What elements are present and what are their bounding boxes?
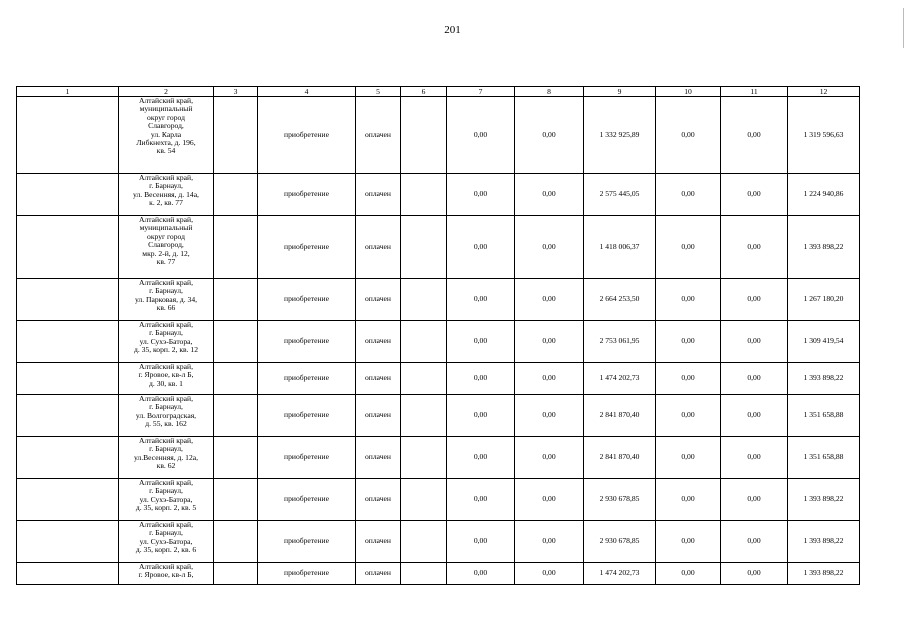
amount-col8: 0,00 [515,97,584,174]
amount-col12: 1 224 940,86 [788,174,860,216]
amount-col12: 1 393 898,22 [788,521,860,563]
payment-status-cell: оплачен [356,437,401,479]
acquisition-type-cell: приобретение [258,395,356,437]
amount-col12: 1 309 419,54 [788,321,860,363]
registry-table [16,86,860,585]
table-row [17,279,860,321]
address-cell: Алтайский край, г. Барнаул, ул. Волгоградская, д. 55, кв. 162 [119,395,214,437]
cell-col3 [214,563,258,585]
amount-col11: 0,00 [721,563,788,585]
amount-col7: 0,00 [447,395,515,437]
column-header: 5 [356,87,401,97]
cell-col6 [401,97,447,174]
acquisition-type-cell: приобретение [258,437,356,479]
amount-col7: 0,00 [447,521,515,563]
amount-col9: 2 664 253,50 [584,279,656,321]
column-header: 9 [584,87,656,97]
amount-col12: 1 393 898,22 [788,563,860,585]
cell-col6 [401,395,447,437]
table-row [17,216,860,279]
amount-col11: 0,00 [721,216,788,279]
column-header: 8 [515,87,584,97]
amount-col11: 0,00 [721,174,788,216]
cell-col3 [214,363,258,395]
amount-col8: 0,00 [515,395,584,437]
address-cell: Алтайский край, г. Барнаул, ул. Сухэ-Батора, д. 35, корп. 2, кв. 5 [119,479,214,521]
payment-status-cell: оплачен [356,321,401,363]
acquisition-type-cell: приобретение [258,97,356,174]
table-row [17,521,860,563]
payment-status-cell: оплачен [356,395,401,437]
amount-col11: 0,00 [721,521,788,563]
amount-col7: 0,00 [447,216,515,279]
page-edge-mark [903,8,904,48]
table-row [17,563,860,585]
column-header: 11 [721,87,788,97]
amount-col10: 0,00 [656,479,721,521]
table-row [17,479,860,521]
payment-status-cell: оплачен [356,97,401,174]
cell-col6 [401,479,447,521]
address-cell: Алтайский край, г. Барнаул, ул.Весенняя, д. 12а, кв. 62 [119,437,214,479]
amount-col12: 1 393 898,22 [788,216,860,279]
cell-col3 [214,174,258,216]
cell-col1 [17,174,119,216]
amount-col11: 0,00 [721,279,788,321]
amount-col8: 0,00 [515,279,584,321]
cell-col3 [214,479,258,521]
table-row [17,174,860,216]
address-cell: Алтайский край, г. Барнаул, ул. Парковая, д. 34, кв. 66 [119,279,214,321]
amount-col12: 1 319 596,63 [788,97,860,174]
payment-status-cell: оплачен [356,216,401,279]
address-cell: Алтайский край, г. Барнаул, ул. Сухэ-Батора, д. 35, корп. 2, кв. 6 [119,521,214,563]
cell-col6 [401,563,447,585]
column-number-row [17,87,860,97]
amount-col7: 0,00 [447,321,515,363]
address-cell: Алтайский край, муниципальный округ город Славгород, ул. Карла Либкнехта, д. 196, кв. 54 [119,97,214,174]
amount-col7: 0,00 [447,279,515,321]
cell-col1 [17,321,119,363]
acquisition-type-cell: приобретение [258,521,356,563]
column-header: 4 [258,87,356,97]
amount-col7: 0,00 [447,479,515,521]
column-header: 6 [401,87,447,97]
cell-col6 [401,279,447,321]
column-header: 7 [447,87,515,97]
amount-col10: 0,00 [656,563,721,585]
amount-col10: 0,00 [656,279,721,321]
amount-col10: 0,00 [656,216,721,279]
amount-col11: 0,00 [721,395,788,437]
cell-col1 [17,279,119,321]
cell-col6 [401,321,447,363]
cell-col1 [17,97,119,174]
cell-col6 [401,216,447,279]
address-cell: Алтайский край, г. Яровое, кв-л Б, [119,563,214,585]
cell-col6 [401,363,447,395]
amount-col7: 0,00 [447,363,515,395]
cell-col3 [214,279,258,321]
amount-col8: 0,00 [515,363,584,395]
amount-col9: 1 474 202,73 [584,363,656,395]
cell-col1 [17,395,119,437]
amount-col11: 0,00 [721,437,788,479]
payment-status-cell: оплачен [356,521,401,563]
cell-col1 [17,363,119,395]
acquisition-type-cell: приобретение [258,479,356,521]
amount-col11: 0,00 [721,363,788,395]
amount-col7: 0,00 [447,174,515,216]
amount-col9: 1 474 202,73 [584,563,656,585]
amount-col12: 1 351 658,88 [788,395,860,437]
table-row [17,437,860,479]
amount-col11: 0,00 [721,479,788,521]
cell-col3 [214,216,258,279]
amount-col11: 0,00 [721,321,788,363]
cell-col1 [17,437,119,479]
payment-status-cell: оплачен [356,174,401,216]
acquisition-type-cell: приобретение [258,216,356,279]
table-row [17,395,860,437]
amount-col10: 0,00 [656,437,721,479]
acquisition-type-cell: приобретение [258,363,356,395]
amount-col9: 2 753 061,95 [584,321,656,363]
column-header: 2 [119,87,214,97]
column-header: 10 [656,87,721,97]
table-row [17,321,860,363]
column-header: 1 [17,87,119,97]
cell-col1 [17,563,119,585]
amount-col12: 1 351 658,88 [788,437,860,479]
amount-col12: 1 393 898,22 [788,363,860,395]
amount-col7: 0,00 [447,563,515,585]
acquisition-type-cell: приобретение [258,174,356,216]
payment-status-cell: оплачен [356,479,401,521]
acquisition-type-cell: приобретение [258,563,356,585]
amount-col10: 0,00 [656,363,721,395]
cell-col3 [214,437,258,479]
payment-status-cell: оплачен [356,279,401,321]
amount-col8: 0,00 [515,216,584,279]
amount-col9: 2 930 678,85 [584,479,656,521]
cell-col1 [17,216,119,279]
address-cell: Алтайский край, муниципальный округ город Славгород, мкр. 2-й, д. 12, кв. 77 [119,216,214,279]
cell-col3 [214,521,258,563]
payment-status-cell: оплачен [356,363,401,395]
table-row [17,363,860,395]
cell-col6 [401,437,447,479]
amount-col7: 0,00 [447,97,515,174]
amount-col12: 1 267 180,20 [788,279,860,321]
amount-col9: 1 332 925,89 [584,97,656,174]
payment-status-cell: оплачен [356,563,401,585]
amount-col8: 0,00 [515,321,584,363]
cell-col3 [214,97,258,174]
cell-col1 [17,521,119,563]
address-cell: Алтайский край, г. Барнаул, ул. Весенняя, д. 14а, к. 2, кв. 77 [119,174,214,216]
amount-col9: 2 575 445,05 [584,174,656,216]
cell-col6 [401,521,447,563]
amount-col8: 0,00 [515,174,584,216]
amount-col11: 0,00 [721,97,788,174]
column-header: 12 [788,87,860,97]
amount-col12: 1 393 898,22 [788,479,860,521]
amount-col10: 0,00 [656,395,721,437]
amount-col7: 0,00 [447,437,515,479]
cell-col3 [214,321,258,363]
amount-col8: 0,00 [515,437,584,479]
acquisition-type-cell: приобретение [258,279,356,321]
amount-col8: 0,00 [515,479,584,521]
amount-col8: 0,00 [515,521,584,563]
page-number: 201 [444,24,461,36]
address-cell: Алтайский край, г. Яровое, кв-л Б, д. 30, кв. 1 [119,363,214,395]
amount-col9: 2 841 870,40 [584,437,656,479]
cell-col6 [401,174,447,216]
amount-col10: 0,00 [656,321,721,363]
amount-col10: 0,00 [656,521,721,563]
amount-col8: 0,00 [515,563,584,585]
amount-col9: 2 841 870,40 [584,395,656,437]
acquisition-type-cell: приобретение [258,321,356,363]
cell-col1 [17,479,119,521]
table-row [17,97,860,174]
amount-col9: 2 930 678,85 [584,521,656,563]
amount-col10: 0,00 [656,174,721,216]
cell-col3 [214,395,258,437]
amount-col10: 0,00 [656,97,721,174]
address-cell: Алтайский край, г. Барнаул, ул. Сухэ-Батора, д. 35, корп. 2, кв. 12 [119,321,214,363]
amount-col9: 1 418 006,37 [584,216,656,279]
column-header: 3 [214,87,258,97]
